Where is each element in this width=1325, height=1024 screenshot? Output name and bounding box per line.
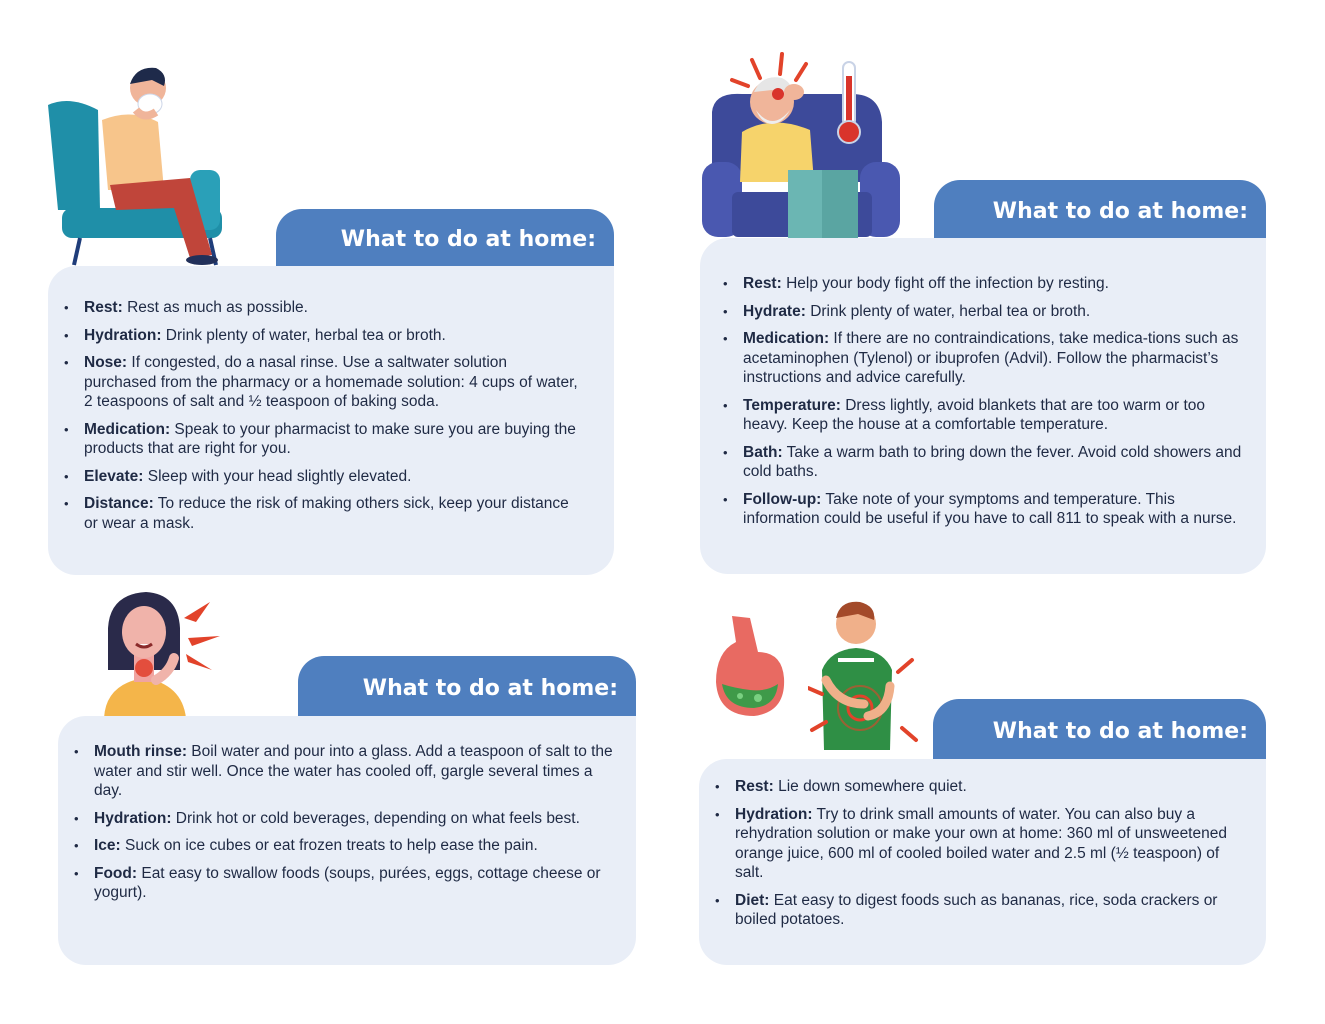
fever-elder-armchair-icon <box>702 52 902 242</box>
gastro-tab-label: What to do at home: <box>992 718 1248 744</box>
fever-tips-list <box>721 274 1251 537</box>
sick-person-armchair-icon <box>40 60 230 270</box>
list-item: • Ice: Suck on ice cubes or eat frozen treats to help ease the pain. <box>72 836 620 856</box>
stomach-icon <box>706 612 790 722</box>
thermometer-icon <box>834 60 864 146</box>
list-item: • Medication: Speak to your pharmacist to make sure you are buying the products that are right for you. <box>62 420 582 459</box>
flu-tab-label: What to do at home: <box>340 226 596 252</box>
fever-what-to-do-tab <box>934 180 1266 242</box>
gastro-what-to-do-tab <box>933 699 1266 763</box>
sore-throat-what-to-do-tab <box>298 656 636 720</box>
list-item: • Hydration: Drink plenty of water, herbal tea or broth. <box>62 326 582 346</box>
list-item: • Bath: Take a warm bath to bring down the fever. Avoid cold showers and cold baths. <box>721 443 1251 482</box>
flu-tips-list <box>62 298 582 541</box>
stomach-ache-man-icon <box>808 600 926 760</box>
list-item: • Distance: To reduce the risk of making others sick, keep your distance or wear a mask. <box>62 494 582 533</box>
list-item: • Hydration: Drink hot or cold beverages, depending on what feels best. <box>72 809 620 829</box>
list-item: • Nose: If congested, do a nasal rinse. Use a saltwater solution purchased from the pharmacy or a homemade solution: 4 cups of water, 2 teaspoons of salt and ½ teaspoon of baking soda. <box>62 353 582 412</box>
list-item: • Diet: Eat easy to digest foods such as bananas, rice, soda crackers or boiled potatoes. <box>713 891 1251 930</box>
flu-what-to-do-tab <box>276 209 614 269</box>
list-item: • Elevate: Sleep with your head slightly elevated. <box>62 467 582 487</box>
sore-throat-woman-icon <box>96 588 226 718</box>
list-item: • Hydration: Try to drink small amounts of water. You can also buy a rehydration solution or make your own at home: 360 ml of unsweetened orange juice, 600 ml of cooled boiled water and 2.5 ml (½ teaspoon) of salt. <box>713 805 1251 883</box>
list-item: • Rest: Rest as much as possible. <box>62 298 582 318</box>
list-item: • Rest: Help your body fight off the infection by resting. <box>721 274 1251 294</box>
list-item: • Medication: If there are no contraindications, take medica-tions such as acetaminophen (Tylenol) or ibuprofen (Advil). Follow the pharmacist’s instructions and advice carefully. <box>721 329 1251 388</box>
list-item: • Mouth rinse: Boil water and pour into a glass. Add a teaspoon of salt to the water and stir well. Once the water has cooled off, gargle several times a day. <box>72 742 620 801</box>
list-item: • Rest: Lie down somewhere quiet. <box>713 777 1251 797</box>
sore-throat-tab-label: What to do at home: <box>362 675 618 701</box>
list-item: • Food: Eat easy to swallow foods (soups, purées, eggs, cottage cheese or yogurt). <box>72 864 620 903</box>
list-item: • Temperature: Dress lightly, avoid blankets that are too warm or too heavy. Keep the house at a comfortable temperature. <box>721 396 1251 435</box>
fever-tab-label: What to do at home: <box>992 198 1248 224</box>
sore-throat-tips-list <box>72 742 620 911</box>
list-item: • Follow-up: Take note of your symptoms and temperature. This information could be useful if you have to call 811 to speak with a nurse. <box>721 490 1251 529</box>
list-item: • Hydrate: Drink plenty of water, herbal tea or broth. <box>721 302 1251 322</box>
gastro-tips-list <box>713 777 1251 938</box>
